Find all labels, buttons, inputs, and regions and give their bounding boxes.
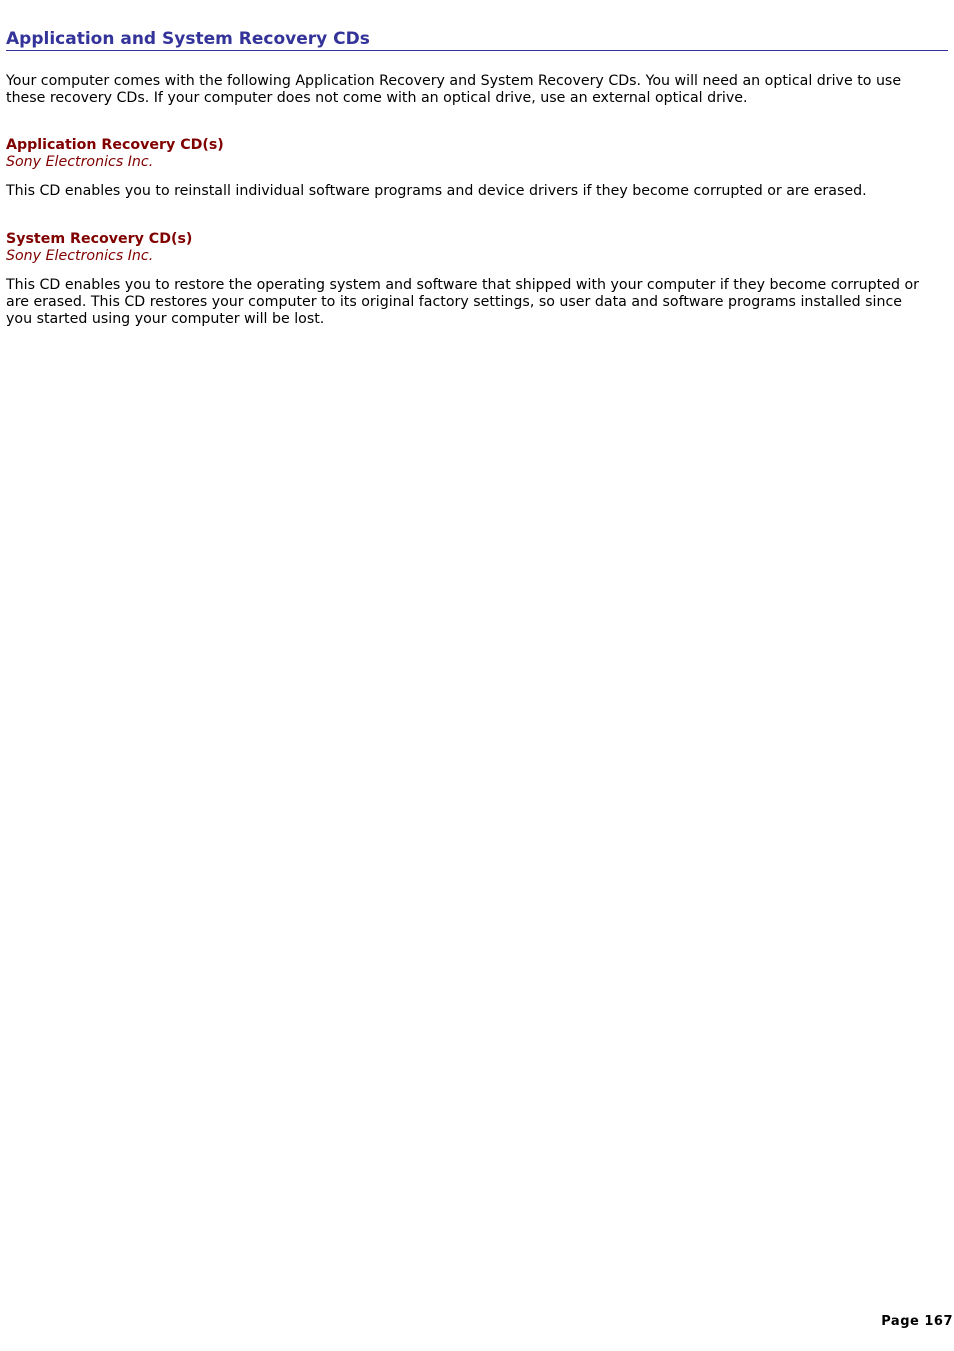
section-description: This CD enables you to restore the operating system and software that shipped with your computer if they become corrupted or are erased. This CD restores your computer to its original factory settings, so user data and software programs installed since you started using your computer will be lost. [6, 277, 919, 327]
section-description: This CD enables you to reinstall individual software programs and device drivers if they become corrupted or are erased. [6, 183, 867, 199]
intro-paragraph: Your computer comes with the following Application Recovery and System Recovery CDs. You will need an optical drive to use these recovery CDs. If your computer does not come with an optical drive, use an external optical drive. [6, 73, 902, 106]
publisher-name: Sony Electronics Inc. [6, 248, 154, 264]
publisher-name: Sony Electronics Inc. [6, 154, 154, 170]
page-number: Page 167 [881, 1314, 953, 1329]
section-heading: System Recovery CD(s) [6, 231, 193, 247]
section-heading: Application Recovery CD(s) [6, 137, 224, 153]
page-title: Application and System Recovery CDs [6, 29, 948, 51]
